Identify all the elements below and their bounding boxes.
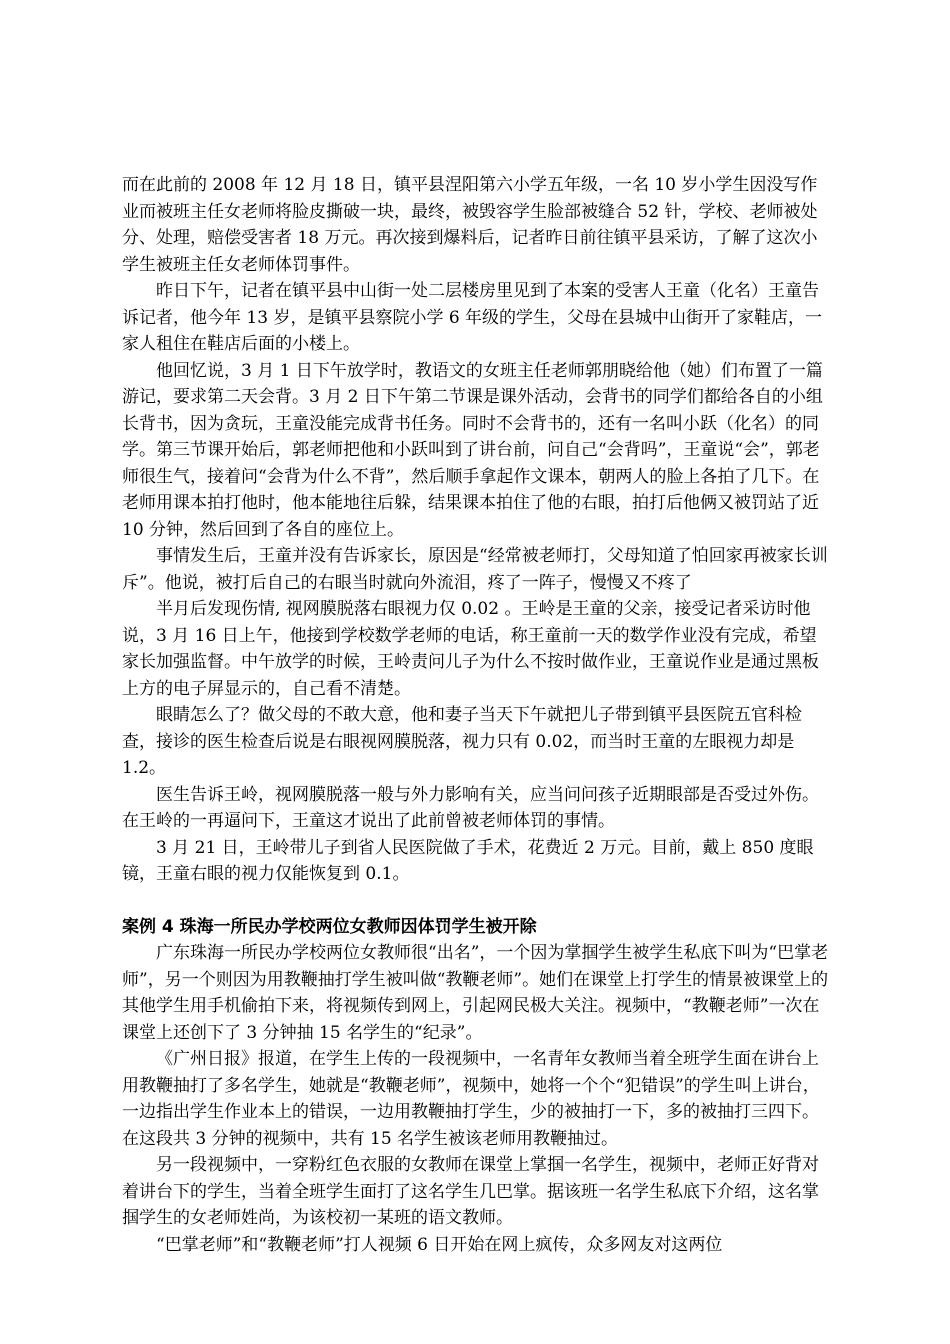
body-paragraph: 另一段视频中，一穿粉红色衣服的女教师在课堂上掌掴一名学生，视频中，老师正好背对着讲台下的学生，当着全班学生面打了这名学生几巴掌。据该班一名学生私底下介绍，这名掌掴学生的女老师姓尚，为该校初一某班的语文教师。	[122, 1155, 819, 1228]
body-paragraph: 而在此前的 2008 年 12 月 18 日，镇平县涅阳第六小学五年级，一名 10 岁小学生因没写作业而被班主任女老师将脸皮撕破一块，最终，被毁容学生脸部被缝合 52 针，学校、老师被处分、处理，赔偿受害者 18 万元。再次接到爆料后，记者昨日前往镇平县采访，了解了这次小学生被班主任女老师体罚事件。	[122, 175, 818, 275]
article-section	[122, 172, 830, 888]
body-paragraph: 广东珠海一所民办学校两位女教师很“出名”，一个因为掌掴学生被学生私底下叫为“巴掌老师”，另一个则因为用教鞭抽打学生被叫做“教鞭老师”。她们在课堂上打学生的情景被课堂上的其他学生用手机偷拍下来，将视频传到网上，引起网民极大关注。视频中，“教鞭老师”一次在课堂上还创下了 3 分钟抽 15 名学生的“纪录”。	[122, 943, 829, 1043]
body-paragraph: 3 月 21 日，王岭带儿子到省人民医院做了手术，花费近 2 万元。目前，戴上 850 度眼镜，王童右眼的视力仅能恢复到 0.1。	[122, 837, 814, 884]
case-4-section	[122, 914, 830, 1259]
body-paragraph: 昨日下午，记者在镇平县中山街一处二层楼房里见到了本案的受害人王童（化名）王童告诉记者，他今年 13 岁，是镇平县察院小学 6 年级的学生，父母在县城中山街开了家鞋店，一家人租住在鞋店后面的小楼上。	[122, 281, 823, 354]
body-paragraph: 《广州日报》报道，在学生上传的一段视频中，一名青年女教师当着全班学生面在讲台上用教鞭抽打了多名学生，她就是“教鞭老师”，视频中，她将一个个“犯错误”的学生叫上讲台，一边指出学生作业本上的错误，一边用教鞭抽打学生，少的被抽打一下，多的被抽打三四下。在这段共 3 分钟的视频中，共有 15 名学生被该老师用教鞭抽过。	[122, 1049, 820, 1149]
body-paragraph: 事情发生后，王童并没有告诉家长，原因是“经常被老师打，父母知道了怕回家再被家长训斥”。他说，被打后自己的右眼当时就向外流泪，疼了一阵子，慢慢又不疼了	[122, 546, 828, 593]
body-paragraph: 半月后发现伤情, 视网膜脱落右眼视力仅 0.02 。王岭是王童的父亲，接受记者采访时他说，3 月 16 日上午，他接到学校数学老师的电话，称王童前一天的数学作业没有完成，希望家长加强监督。中午放学的时候，王岭责问儿子为什么不按时做作业，王童说作业是通过黑板上方的电子屏显示的，自己看不清楚。	[122, 599, 819, 699]
body-paragraph: 他回忆说，3 月 1 日下午放学时，教语文的女班主任老师郭朋晓给他（她）们布置了一篇游记，要求第二天会背。3 月 2 日下午第二节课是课外活动，会背书的同学们都给各自的小组长背书，因为贪玩，王童没能完成背书任务。同时不会背书的，还有一名叫小跃（化名）的同学。第三节课开始后，郭老师把他和小跃叫到了讲台前，问自己“会背吗”，王童说“会”，郭老师很生气，接着问“会背为什么不背”，然后顺手拿起作文课本，朝两人的脸上各拍了几下。在老师用课本拍打他时，他本能地往后躲，结果课本拍住了他的右眼，拍打后他俩又被罚站了近 10 分钟，然后回到了各自的座位上。	[122, 360, 823, 540]
body-paragraph: “巴掌老师”和“教鞭老师”打人视频 6 日开始在网上疯传，众多网友对这两位	[156, 1234, 723, 1255]
body-paragraph: 医生告诉王岭，视网膜脱落一般与外力影响有关，应当问问孩子近期眼部是否受过外伤。在王岭的一再逼问下，王童这才说出了此前曾被老师体罚的事情。	[122, 784, 819, 831]
case-heading: 案例 4 珠海一所民办学校两位女教师因体罚学生被开除	[122, 916, 537, 937]
section-spacer	[122, 888, 830, 914]
body-paragraph: 眼睛怎么了？做父母的不敢大意，他和妻子当天下午就把儿子带到镇平县医院五官科检查，接诊的医生检查后说是右眼视网膜脱落，视力只有 0.02，而当时王童的左眼视力却是 1.2。	[122, 705, 802, 778]
